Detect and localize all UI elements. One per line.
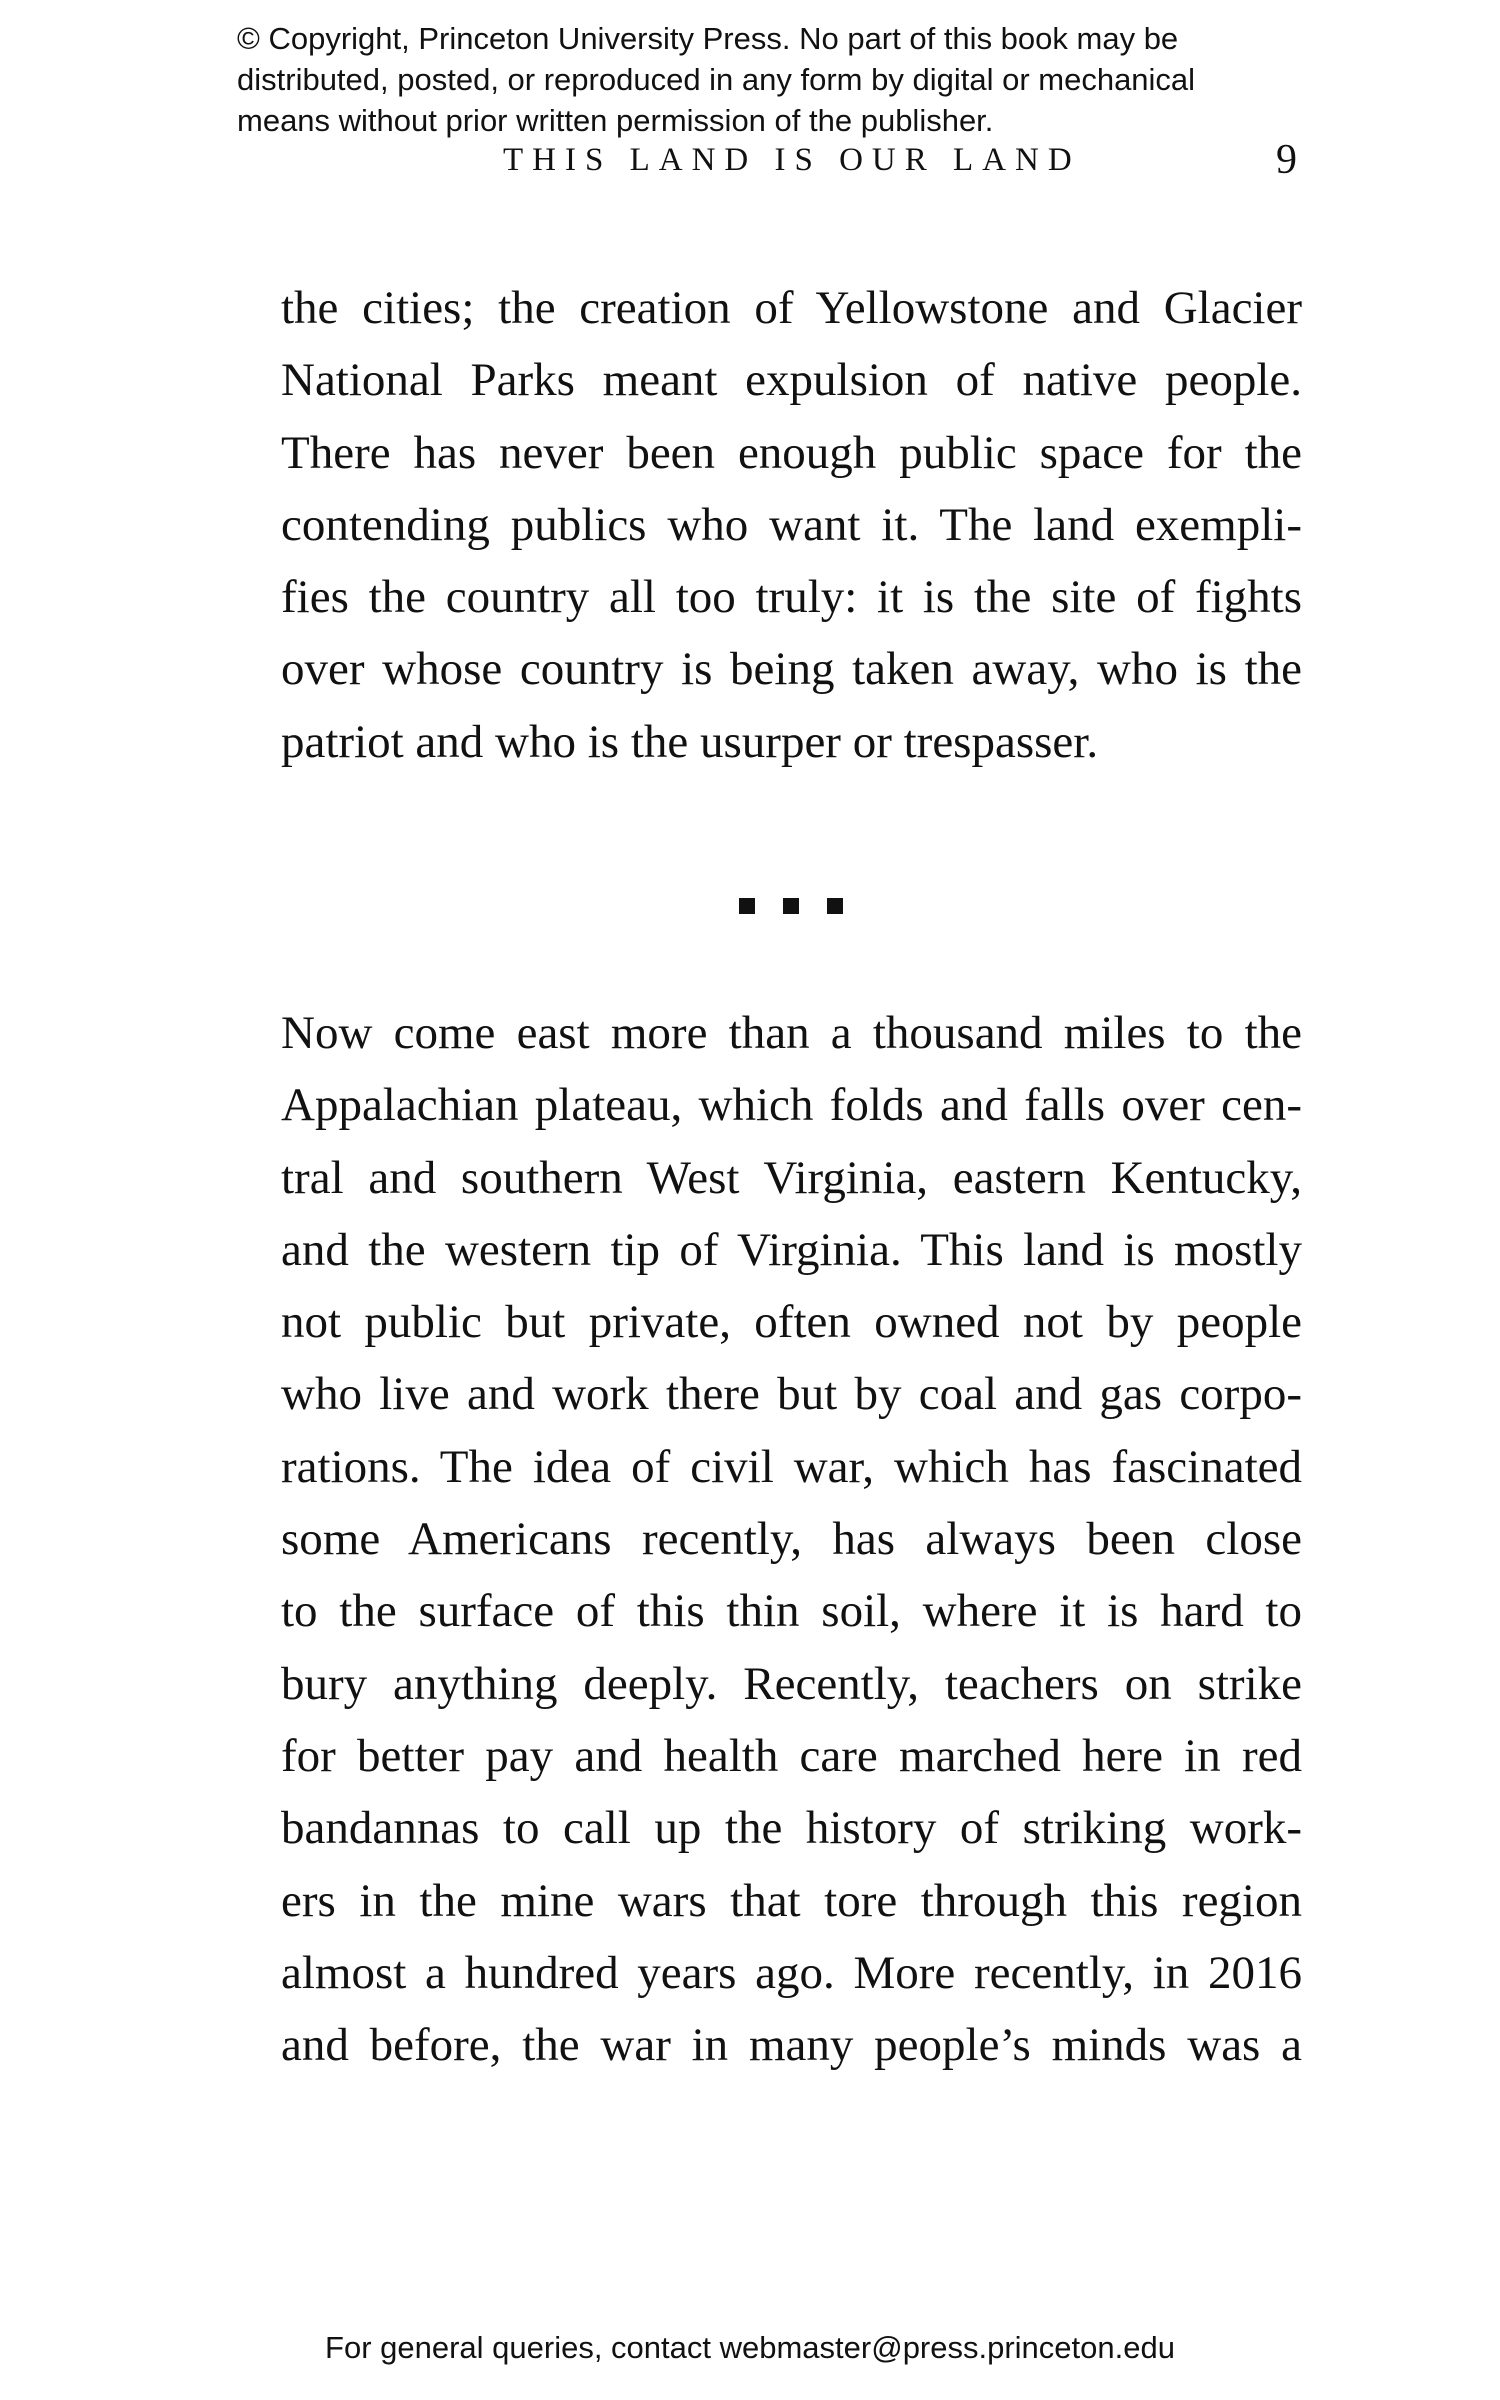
copyright-line: means without prior written permission of the publisher.: [237, 103, 994, 138]
text-line: tral and southern West Virginia, eastern Kentucky,: [281, 1151, 1302, 1204]
page-number: 9: [1276, 137, 1297, 183]
text-line: and the western tip of Virginia. This land is mostly: [281, 1223, 1302, 1276]
text-line: not public but private, often owned not by people: [281, 1296, 1302, 1349]
text-line: over whose country is being taken away, who is the: [281, 643, 1302, 696]
copyright-line: distributed, posted, or reproduced in any form by digital or mechanical: [237, 62, 1196, 97]
text-line: who live and work there but by coal and gas corpo-: [281, 1368, 1302, 1421]
text-line: There has never been enough public space for the: [281, 426, 1302, 479]
section-break-ornament: [739, 898, 843, 914]
running-head: THIS LAND IS OUR LAND: [503, 142, 1081, 178]
text-line: the cities; the creation of Yellowstone and Glacier: [281, 282, 1302, 334]
text-line: Appalachian plateau, which folds and falls over cen-: [281, 1079, 1302, 1132]
text-line: ers in the mine wars that tore through this region: [281, 1874, 1302, 1927]
copyright-line: © Copyright, Princeton University Press. No part of this book may be: [237, 21, 1179, 56]
footer-contact: For general queries, contact webmaster@press.princeton.edu: [325, 2330, 1175, 2365]
text-line: some Americans recently, has always been close: [281, 1513, 1302, 1566]
ornament-square: [783, 898, 799, 914]
ornament-square: [827, 898, 843, 914]
text-line: bandannas to call up the history of striking work-: [281, 1802, 1302, 1855]
paragraph-1: [281, 272, 1302, 778]
ornament-square: [739, 898, 755, 914]
text-line: and before, the war in many people’s minds was a: [281, 2019, 1302, 2072]
text-line: for better pay and health care marched here in red: [281, 1729, 1302, 1782]
text-line: to the surface of this thin soil, where it is hard to: [281, 1585, 1302, 1638]
text-line: patriot and who is the usurper or trespasser.: [281, 715, 1099, 768]
text-line: Now come east more than a thousand miles to the: [281, 1007, 1302, 1059]
copyright-notice: [237, 18, 1337, 141]
text-line: bury anything deeply. Recently, teachers on strike: [281, 1657, 1302, 1710]
text-line: contending publics who want it. The land exempli-: [281, 498, 1302, 551]
text-line: fies the country all too truly: it is the site of fights: [281, 571, 1302, 624]
paragraph-2: [281, 997, 1302, 2081]
text-line: almost a hundred years ago. More recently, in 2016: [281, 1946, 1302, 1999]
text-line: rations. The idea of civil war, which has fascinated: [281, 1440, 1302, 1493]
text-line: National Parks meant expulsion of native people.: [281, 354, 1302, 407]
